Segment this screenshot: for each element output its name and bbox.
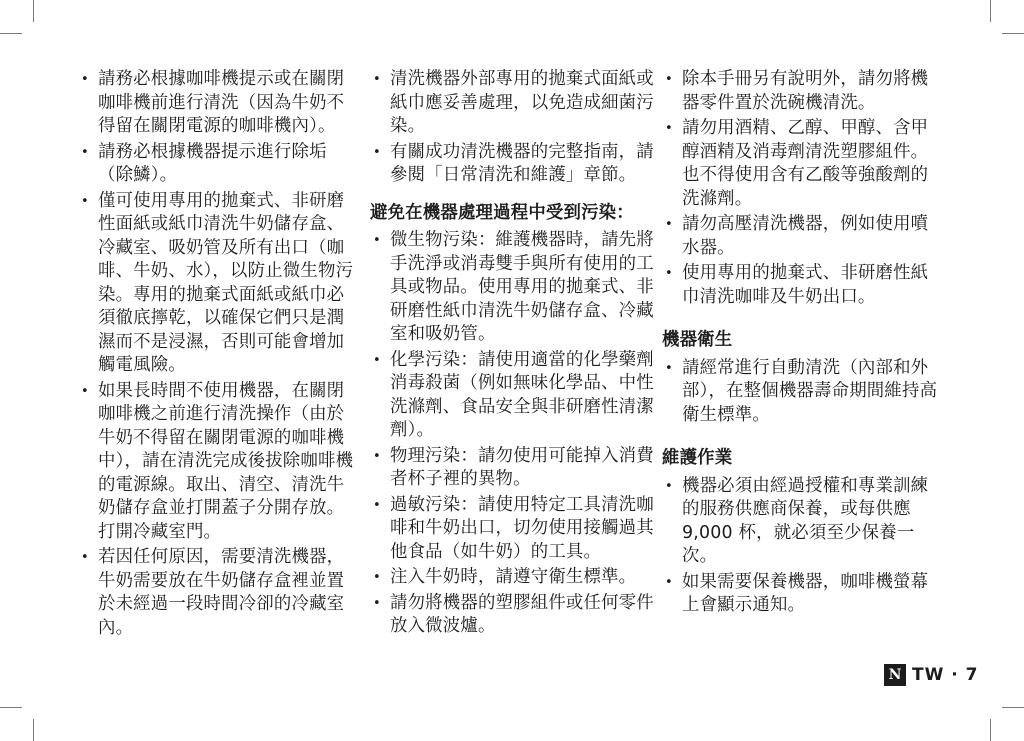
bullet-list xyxy=(370,68,654,188)
list-item: • 機器必須由經過授權和專業訓練的服務供應商保養，或每供應 9,000 杯，就必須至少保養一次。 xyxy=(662,475,944,569)
crop-mark-bottom-left-h xyxy=(0,707,22,708)
list-item: • 請務必根據咖啡機提示或在關閉咖啡機前進行清洗（因為牛奶不得留在關閉電源的咖啡機內）。 xyxy=(78,68,360,139)
list-item: • 若因任何原因，需要清洗機器，牛奶需要放在牛奶儲存盒裡並置於未經過一段時間冷卻的冷藏室內。 xyxy=(78,546,360,640)
list-item: • 微生物污染：維護機器時，請先將手洗淨或消毒雙手與所有使用的工具或物品。使用專用的拋棄式、非研磨性紙巾清洗牛奶儲存盒、冷藏室和吸奶管。 xyxy=(370,229,654,347)
crop-mark-bottom-right-h xyxy=(1002,707,1024,708)
bullet-list xyxy=(662,475,944,618)
crop-mark-bottom-left-v xyxy=(33,719,34,741)
list-item: • 除本手冊另有說明外，請勿將機器零件置於洗碗機清洗。 xyxy=(662,68,944,115)
hygiene-heading: 機器衛生 xyxy=(662,330,733,350)
list-item: • 請務必根據機器提示進行除垢（除鱗）。 xyxy=(78,141,360,188)
list-item: • 請勿高壓清洗機器，例如使用噴水器。 xyxy=(662,213,944,260)
list-item: • 物理污染：請勿使用可能掉入消費者杯子裡的異物。 xyxy=(370,445,654,492)
column-1 xyxy=(78,68,360,642)
crop-mark-bottom-right-v xyxy=(990,719,991,741)
page-number: TW · 7 xyxy=(912,665,979,685)
list-item: • 有關成功清洗機器的完整指南，請參閱「日常清洗和維護」章節。 xyxy=(370,141,654,188)
list-item: • 如果需要保養機器，咖啡機螢幕上會顯示通知。 xyxy=(662,571,944,618)
page-footer xyxy=(884,664,978,686)
list-item: • 僅可使用專用的拋棄式、非研磨性面紙或紙巾清洗牛奶儲存盒、冷藏室、吸奶管及所有出口（咖啡、牛奶、水），以防止微生物污染。專用的拋棄式面紙或紙巾必須徹底擰乾，以確保它們只是潤濕而不是浸濕，否則可能會增加觸電風險。 xyxy=(78,190,360,378)
list-item: • 如果長時間不使用機器，在關閉咖啡機之前進行清洗操作（由於牛奶不得留在關閉電源的咖啡機中），請在清洗完成後拔除咖啡機的電源線。取出、清空、清洗牛奶儲存盒並打開蓋子分開存放。打開冷藏室門。 xyxy=(78,380,360,545)
list-item: • 清洗機器外部專用的拋棄式面紙或紙巾應妥善處理，以免造成細菌污染。 xyxy=(370,68,654,139)
list-item: • 化學污染：請使用適當的化學藥劑消毒殺菌（例如無味化學品、中性洗滌劑、食品安全與非研磨性清潔劑）。 xyxy=(370,349,654,443)
crop-mark-top-right-v xyxy=(990,0,991,22)
bullet-list xyxy=(370,229,654,639)
list-item: • 使用專用的拋棄式、非研磨性紙巾清洗咖啡及牛奶出口。 xyxy=(662,262,944,309)
list-item: • 請勿用酒精、乙醇、甲醇、含甲醇酒精及消毒劑清洗塑膠組件。也不得使用含有乙酸等強酸劑的洗滌劑。 xyxy=(662,117,944,211)
contamination-heading: 避免在機器處理過程中受到污染： xyxy=(370,202,634,223)
bullet-list xyxy=(662,68,944,309)
bullet-list xyxy=(78,68,360,640)
list-item: • 注入牛奶時，請遵守衛生標準。 xyxy=(370,566,654,590)
brand-logo-icon: N xyxy=(884,664,906,686)
crop-mark-top-left-v xyxy=(33,0,34,22)
column-2 xyxy=(370,68,654,641)
list-item: • 請勿將機器的塑膠組件或任何零件放入微波爐。 xyxy=(370,592,654,639)
bullet-list xyxy=(662,357,944,428)
maintenance-heading: 維護作業 xyxy=(662,448,733,468)
crop-mark-top-left-h xyxy=(0,33,22,34)
list-item: • 過敏污染：請使用特定工具清洗咖啡和牛奶出口，切勿使用接觸過其他食品（如牛奶）的工具。 xyxy=(370,494,654,565)
column-3 xyxy=(662,68,944,620)
list-item: • 請經常進行自動清洗（內部和外部），在整個機器壽命期間維持高衛生標準。 xyxy=(662,357,944,428)
crop-mark-top-right-h xyxy=(1002,33,1024,34)
